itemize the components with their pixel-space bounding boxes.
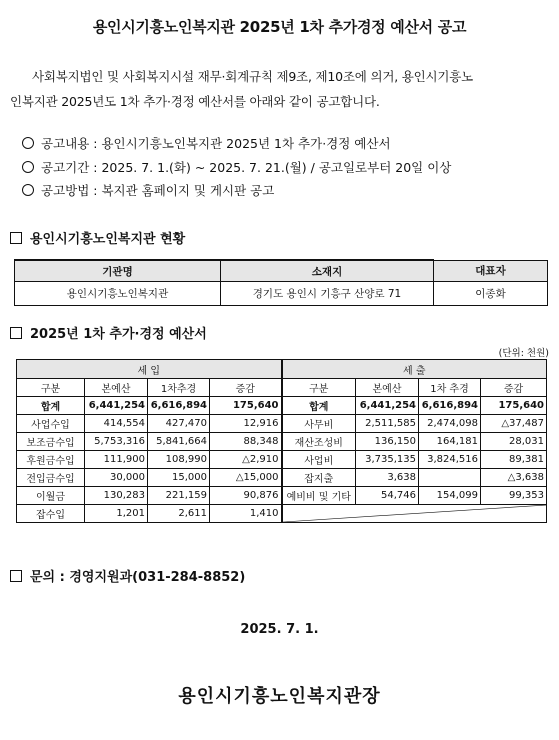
expense-change: 89,381 <box>481 451 547 469</box>
expense-revised <box>419 469 481 487</box>
expense-col-original: 본예산 <box>356 379 419 397</box>
expense-total-change: 175,640 <box>481 397 547 415</box>
expense-group-label: 세 출 <box>282 360 547 379</box>
org-name: 용인시기흥노인복지관 <box>15 282 221 306</box>
expense-col-revised: 1차 추경 <box>419 379 481 397</box>
income-original: 5,753,316 <box>85 433 148 451</box>
income-category: 사업수입 <box>17 415 85 433</box>
header-org-name: 기관명 <box>15 260 221 282</box>
expense-total-original: 6,441,254 <box>356 397 419 415</box>
expense-original: 3,638 <box>356 469 419 487</box>
income-revised: 15,000 <box>148 469 210 487</box>
income-col-original: 본예산 <box>85 379 148 397</box>
income-change: △15,000 <box>210 469 282 487</box>
table-row <box>17 433 547 451</box>
org-info-table <box>14 259 548 306</box>
notice-method-text: 공고방법 : 복지관 홈페이지 및 게시판 공고 <box>41 183 275 198</box>
intro-line-1: 사회복지법인 및 사회복지시설 재무·회계규칙 제9조, 제10조에 의거, 용인시기흥노 <box>32 69 473 84</box>
expense-col-change: 증감 <box>481 379 547 397</box>
org-table-row <box>15 282 548 306</box>
expense-original: 2,511,585 <box>356 415 419 433</box>
income-revised: 5,841,664 <box>148 433 210 451</box>
expense-revised: 164,181 <box>419 433 481 451</box>
notice-period-text: 공고기간 : 2025. 7. 1.(화) ~ 2025. 7. 21.(월) / 공고일로부터 20일 이상 <box>41 159 452 175</box>
circle-bullet-icon <box>22 161 34 173</box>
budget-total-row <box>17 397 547 415</box>
income-revised: 108,990 <box>148 451 210 469</box>
expense-total-revised: 6,616,894 <box>419 397 481 415</box>
org-address: 경기도 용인시 기흥구 산양로 71 <box>221 282 434 306</box>
table-row <box>17 451 547 469</box>
section-org-status-title: 용인시기흥노인복지관 현황 <box>30 232 186 247</box>
inquiry-contact <box>10 566 245 585</box>
circle-bullet-icon <box>22 184 34 196</box>
org-representative: 이종화 <box>434 282 548 306</box>
expense-total-label: 합계 <box>282 397 356 415</box>
income-total-change: 175,640 <box>210 397 282 415</box>
square-bullet-icon <box>10 327 22 339</box>
header-representative: 대표자 <box>434 260 548 282</box>
budget-column-header <box>17 379 547 397</box>
square-bullet-icon <box>10 570 22 582</box>
income-revised: 221,159 <box>148 487 210 505</box>
income-category: 전입금수입 <box>17 469 85 487</box>
signature-org-head: 용인시기흥노인복지관장 <box>178 686 381 707</box>
expense-col-category: 구분 <box>282 379 356 397</box>
expense-category: 잡지출 <box>282 469 356 487</box>
intro-paragraph <box>10 64 550 114</box>
page-title: 용인시기흥노인복지관 2025년 1차 추가경정 예산서 공고 <box>92 18 467 36</box>
income-change: 1,410 <box>210 505 282 523</box>
empty-diagonal-cell <box>282 505 547 523</box>
table-row <box>17 415 547 433</box>
expense-change: 99,353 <box>481 487 547 505</box>
intro-line-2: 인복지관 2025년도 1차 추가·경정 예산서를 아래와 같이 공고합니다. <box>10 94 380 109</box>
inquiry-text: 문의 : 경영지원과(031-284-8852) <box>30 570 246 585</box>
income-original: 30,000 <box>85 469 148 487</box>
expense-change: 28,031 <box>481 433 547 451</box>
income-original: 111,900 <box>85 451 148 469</box>
budget-table <box>16 359 547 523</box>
income-change: 88,348 <box>210 433 282 451</box>
circle-bullet-icon <box>22 137 34 149</box>
expense-original: 54,746 <box>356 487 419 505</box>
income-original: 1,201 <box>85 505 148 523</box>
table-row <box>17 487 547 505</box>
income-change: 12,916 <box>210 415 282 433</box>
income-col-change: 증감 <box>210 379 282 397</box>
income-original: 130,283 <box>85 487 148 505</box>
diagonal-line <box>283 505 547 522</box>
section-org-status <box>10 228 185 247</box>
budget-group-header <box>17 360 547 379</box>
table-row <box>17 469 547 487</box>
expense-category: 예비비 및 기타 <box>282 487 356 505</box>
income-change: △2,910 <box>210 451 282 469</box>
square-bullet-icon <box>10 232 22 244</box>
section-budget <box>10 323 207 342</box>
unit-label: (단위: 천원) <box>498 348 549 359</box>
income-original: 414,554 <box>85 415 148 433</box>
income-total-original: 6,441,254 <box>85 397 148 415</box>
section-budget-title: 2025년 1차 추가·경정 예산서 <box>30 327 207 342</box>
income-total-label: 합계 <box>17 397 85 415</box>
expense-change: △37,487 <box>481 415 547 433</box>
income-group-label: 세 입 <box>17 360 282 379</box>
org-table-header <box>15 260 548 282</box>
income-change: 90,876 <box>210 487 282 505</box>
expense-category: 사업비 <box>282 451 356 469</box>
header-address: 소재지 <box>221 260 434 282</box>
notice-period <box>22 156 451 180</box>
table-row <box>17 505 547 523</box>
income-revised: 2,611 <box>148 505 210 523</box>
income-revised: 427,470 <box>148 415 210 433</box>
income-total-revised: 6,616,894 <box>148 397 210 415</box>
expense-revised: 3,824,516 <box>419 451 481 469</box>
income-col-revised: 1차추경 <box>148 379 210 397</box>
expense-revised: 2,474,098 <box>419 415 481 433</box>
notice-content <box>22 132 451 156</box>
expense-original: 136,150 <box>356 433 419 451</box>
notice-date: 2025. 7. 1. <box>240 622 319 637</box>
expense-change: △3,638 <box>481 469 547 487</box>
expense-revised: 154,099 <box>419 487 481 505</box>
expense-category: 사무비 <box>282 415 356 433</box>
income-category: 잡수입 <box>17 505 85 523</box>
notice-content-text: 공고내용 : 용인시기흥노인복지관 2025년 1차 추가·경정 예산서 <box>41 136 391 151</box>
expense-category: 재산조성비 <box>282 433 356 451</box>
income-category: 후원금수입 <box>17 451 85 469</box>
notice-details <box>22 132 451 203</box>
income-category: 보조금수입 <box>17 433 85 451</box>
expense-original: 3,735,135 <box>356 451 419 469</box>
income-category: 이월금 <box>17 487 85 505</box>
notice-method <box>22 179 451 203</box>
income-col-category: 구분 <box>17 379 85 397</box>
